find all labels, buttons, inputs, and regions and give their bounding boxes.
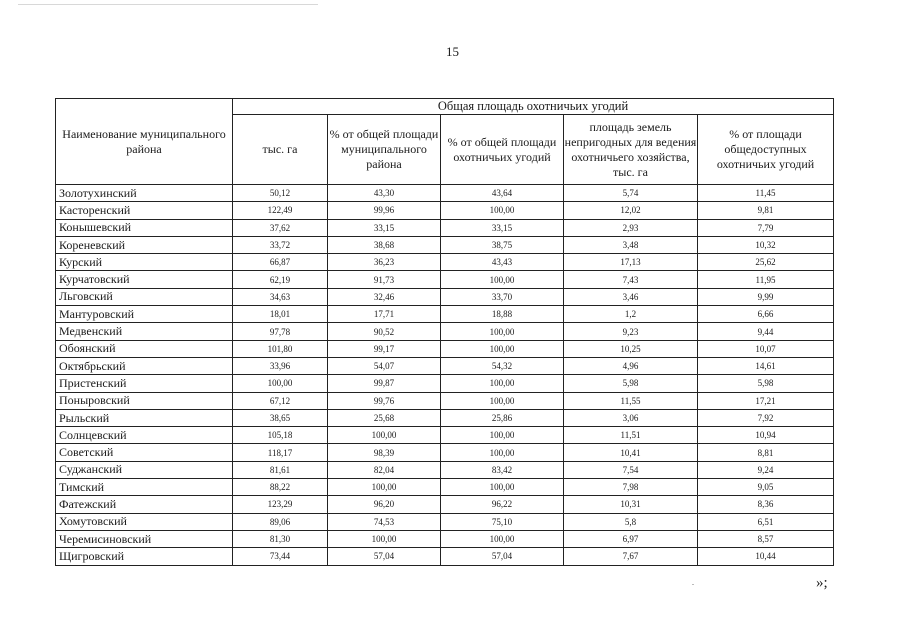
value-cell: 100,00 <box>441 444 564 461</box>
district-name-cell: Солнцевский <box>56 427 233 444</box>
value-cell: 1,2 <box>564 306 698 323</box>
value-cell: 7,98 <box>564 479 698 496</box>
scan-speck <box>692 584 694 585</box>
table-row <box>56 271 834 288</box>
value-cell: 75,10 <box>441 513 564 530</box>
district-name-cell: Обоянский <box>56 340 233 357</box>
value-cell: 100,00 <box>328 479 441 496</box>
value-cell: 10,31 <box>564 496 698 513</box>
header-unsuitable-area: площадь земель непригодных для ведения охотничьего хозяйства, тыс. га <box>564 115 698 185</box>
district-name-cell: Золотухинский <box>56 185 233 202</box>
district-name-cell: Октябрьский <box>56 357 233 374</box>
value-cell: 81,61 <box>233 461 328 478</box>
value-cell: 8,36 <box>698 496 834 513</box>
value-cell: 100,00 <box>441 392 564 409</box>
value-cell: 5,8 <box>564 513 698 530</box>
value-cell: 101,80 <box>233 340 328 357</box>
value-cell: 97,78 <box>233 323 328 340</box>
value-cell: 88,22 <box>233 479 328 496</box>
table-row <box>56 530 834 547</box>
district-name-cell: Медвенский <box>56 323 233 340</box>
value-cell: 99,76 <box>328 392 441 409</box>
table-row <box>56 427 834 444</box>
value-cell: 10,32 <box>698 236 834 253</box>
value-cell: 17,71 <box>328 306 441 323</box>
value-cell: 100,00 <box>328 427 441 444</box>
value-cell: 25,68 <box>328 409 441 426</box>
value-cell: 96,22 <box>441 496 564 513</box>
district-name-cell: Советский <box>56 444 233 461</box>
value-cell: 12,02 <box>564 202 698 219</box>
district-name-cell: Льговский <box>56 288 233 305</box>
header-pct-hunting-area: % от общей площади охотничьих угодий <box>441 115 564 185</box>
value-cell: 9,99 <box>698 288 834 305</box>
value-cell: 57,04 <box>441 548 564 565</box>
value-cell: 6,66 <box>698 306 834 323</box>
value-cell: 18,88 <box>441 306 564 323</box>
value-cell: 37,62 <box>233 219 328 236</box>
table-row <box>56 323 834 340</box>
district-name-cell: Рыльский <box>56 409 233 426</box>
value-cell: 123,29 <box>233 496 328 513</box>
value-cell: 9,81 <box>698 202 834 219</box>
value-cell: 62,19 <box>233 271 328 288</box>
value-cell: 3,48 <box>564 236 698 253</box>
value-cell: 10,07 <box>698 340 834 357</box>
table-row <box>56 236 834 253</box>
district-name-cell: Курчатовский <box>56 271 233 288</box>
value-cell: 50,12 <box>233 185 328 202</box>
value-cell: 7,92 <box>698 409 834 426</box>
value-cell: 8,81 <box>698 444 834 461</box>
value-cell: 9,44 <box>698 323 834 340</box>
district-name-cell: Хомутовский <box>56 513 233 530</box>
value-cell: 91,73 <box>328 271 441 288</box>
table-row <box>56 444 834 461</box>
district-name-cell: Щигровский <box>56 548 233 565</box>
value-cell: 6,51 <box>698 513 834 530</box>
value-cell: 34,63 <box>233 288 328 305</box>
district-name-cell: Касторенский <box>56 202 233 219</box>
table-row <box>56 340 834 357</box>
value-cell: 96,20 <box>328 496 441 513</box>
value-cell: 100,00 <box>441 375 564 392</box>
value-cell: 82,04 <box>328 461 441 478</box>
value-cell: 100,00 <box>328 530 441 547</box>
value-cell: 73,44 <box>233 548 328 565</box>
header-area-thousand-ha: тыс. га <box>233 115 328 185</box>
page-number: 15 <box>446 44 459 59</box>
header-district-name: Наименование муниципального района <box>56 99 233 185</box>
value-cell: 57,04 <box>328 548 441 565</box>
hunting-grounds-table <box>55 98 834 566</box>
value-cell: 99,17 <box>328 340 441 357</box>
value-cell: 9,24 <box>698 461 834 478</box>
value-cell: 6,97 <box>564 530 698 547</box>
value-cell: 32,46 <box>328 288 441 305</box>
value-cell: 81,30 <box>233 530 328 547</box>
table-row <box>56 513 834 530</box>
district-name-cell: Черемисиновский <box>56 530 233 547</box>
value-cell: 3,06 <box>564 409 698 426</box>
value-cell: 100,00 <box>441 340 564 357</box>
value-cell: 54,32 <box>441 357 564 374</box>
value-cell: 100,00 <box>441 323 564 340</box>
value-cell: 17,13 <box>564 254 698 271</box>
value-cell: 3,46 <box>564 288 698 305</box>
value-cell: 14,61 <box>698 357 834 374</box>
value-cell: 5,98 <box>564 375 698 392</box>
value-cell: 100,00 <box>441 427 564 444</box>
table-row <box>56 496 834 513</box>
value-cell: 43,64 <box>441 185 564 202</box>
value-cell: 33,15 <box>441 219 564 236</box>
value-cell: 118,17 <box>233 444 328 461</box>
value-cell: 90,52 <box>328 323 441 340</box>
value-cell: 99,96 <box>328 202 441 219</box>
table-row <box>56 357 834 374</box>
table-body <box>56 185 834 566</box>
value-cell: 36,23 <box>328 254 441 271</box>
value-cell: 7,43 <box>564 271 698 288</box>
value-cell: 66,87 <box>233 254 328 271</box>
value-cell: 18,01 <box>233 306 328 323</box>
value-cell: 98,39 <box>328 444 441 461</box>
value-cell: 4,96 <box>564 357 698 374</box>
district-name-cell: Кореневский <box>56 236 233 253</box>
table-row <box>56 548 834 565</box>
header-group-row <box>56 99 834 115</box>
value-cell: 10,44 <box>698 548 834 565</box>
value-cell: 105,18 <box>233 427 328 444</box>
scan-top-rule <box>18 4 318 5</box>
table-row <box>56 392 834 409</box>
value-cell: 122,49 <box>233 202 328 219</box>
district-name-cell: Пристенский <box>56 375 233 392</box>
value-cell: 7,54 <box>564 461 698 478</box>
value-cell: 43,43 <box>441 254 564 271</box>
value-cell: 74,53 <box>328 513 441 530</box>
value-cell: 100,00 <box>441 530 564 547</box>
value-cell: 11,95 <box>698 271 834 288</box>
table-row <box>56 409 834 426</box>
value-cell: 33,72 <box>233 236 328 253</box>
value-cell: 25,86 <box>441 409 564 426</box>
header-group-title: Общая площадь охотничьих угодий <box>233 99 834 115</box>
value-cell: 83,42 <box>441 461 564 478</box>
value-cell: 43,30 <box>328 185 441 202</box>
table-row <box>56 461 834 478</box>
value-cell: 10,94 <box>698 427 834 444</box>
value-cell: 100,00 <box>233 375 328 392</box>
table-row <box>56 288 834 305</box>
table-header <box>56 99 834 185</box>
table-row <box>56 254 834 271</box>
value-cell: 10,25 <box>564 340 698 357</box>
value-cell: 33,15 <box>328 219 441 236</box>
district-name-cell: Тимский <box>56 479 233 496</box>
value-cell: 38,75 <box>441 236 564 253</box>
district-name-cell: Конышевский <box>56 219 233 236</box>
value-cell: 89,06 <box>233 513 328 530</box>
value-cell: 17,21 <box>698 392 834 409</box>
header-pct-public-hunting-area: % от площади общедоступных охотничьих угодий <box>698 115 834 185</box>
value-cell: 5,98 <box>698 375 834 392</box>
value-cell: 100,00 <box>441 202 564 219</box>
value-cell: 9,05 <box>698 479 834 496</box>
value-cell: 9,23 <box>564 323 698 340</box>
table-row <box>56 219 834 236</box>
value-cell: 100,00 <box>441 479 564 496</box>
value-cell: 54,07 <box>328 357 441 374</box>
value-cell: 25,62 <box>698 254 834 271</box>
table-row <box>56 375 834 392</box>
value-cell: 100,00 <box>441 271 564 288</box>
value-cell: 33,70 <box>441 288 564 305</box>
value-cell: 8,57 <box>698 530 834 547</box>
value-cell: 11,45 <box>698 185 834 202</box>
table-row <box>56 185 834 202</box>
header-pct-district-area: % от общей площади муниципального района <box>328 115 441 185</box>
value-cell: 33,96 <box>233 357 328 374</box>
table-row <box>56 202 834 219</box>
district-name-cell: Поныровский <box>56 392 233 409</box>
table-row <box>56 479 834 496</box>
value-cell: 38,68 <box>328 236 441 253</box>
district-name-cell: Фатежский <box>56 496 233 513</box>
value-cell: 2,93 <box>564 219 698 236</box>
district-name-cell: Мантуровский <box>56 306 233 323</box>
value-cell: 11,55 <box>564 392 698 409</box>
value-cell: 67,12 <box>233 392 328 409</box>
value-cell: 7,79 <box>698 219 834 236</box>
table-row <box>56 306 834 323</box>
value-cell: 11,51 <box>564 427 698 444</box>
district-name-cell: Суджанский <box>56 461 233 478</box>
value-cell: 38,65 <box>233 409 328 426</box>
value-cell: 99,87 <box>328 375 441 392</box>
value-cell: 7,67 <box>564 548 698 565</box>
value-cell: 10,41 <box>564 444 698 461</box>
value-cell: 5,74 <box>564 185 698 202</box>
closing-quote-mark: »; <box>816 575 828 591</box>
district-name-cell: Курский <box>56 254 233 271</box>
